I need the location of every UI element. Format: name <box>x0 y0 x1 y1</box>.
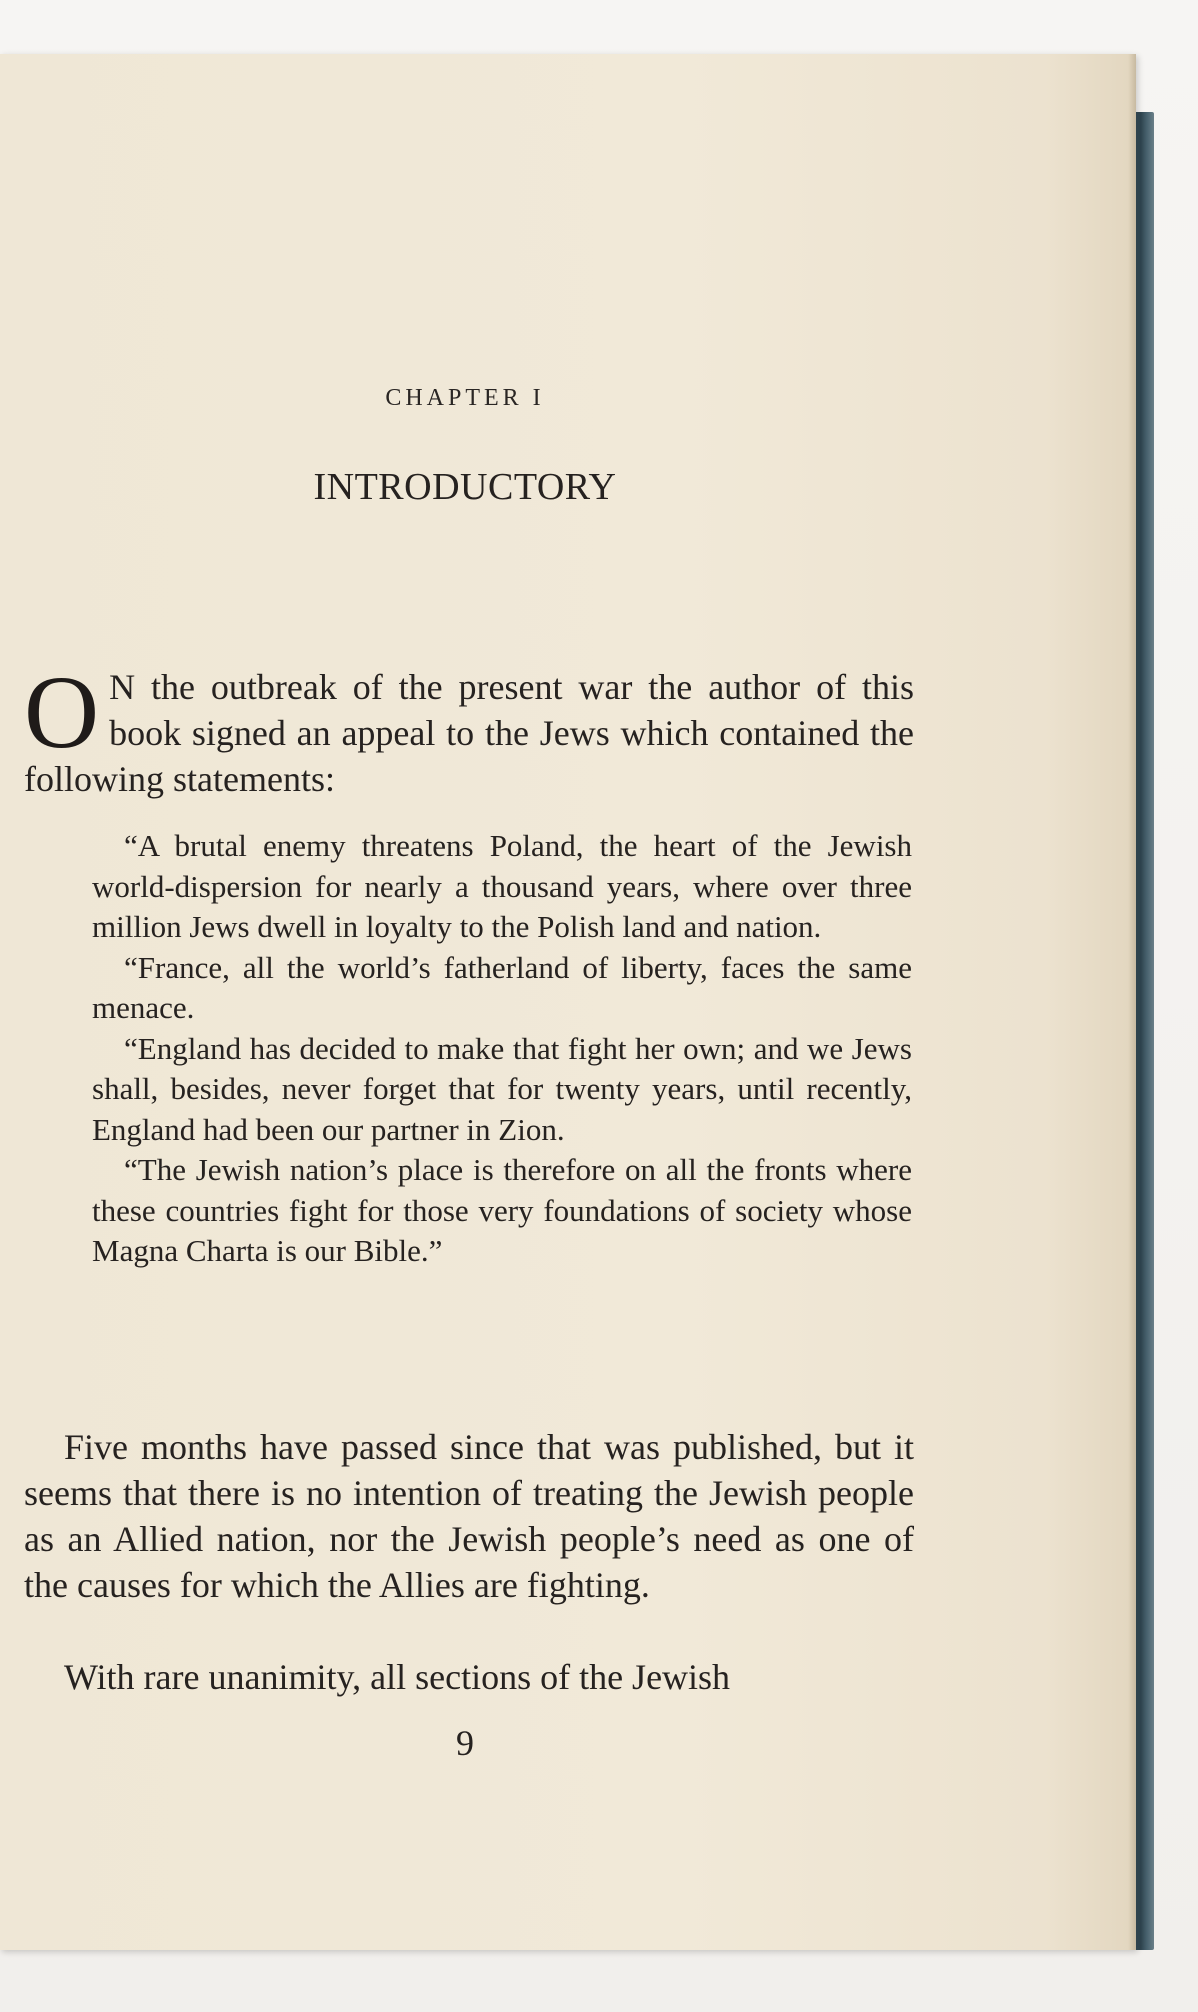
opening-paragraph <box>24 655 914 802</box>
page-fore-edge <box>1128 54 1136 1950</box>
chapter-title: INTRODUCTORY <box>313 466 617 508</box>
drop-cap-letter: O <box>24 655 100 770</box>
quote-paragraph-england: “England has decided to make that fight her own; and we Jews shall, besides, never forget that for twenty years, until recently, England had been our partner in Zion. <box>92 1030 912 1147</box>
page-number: 9 <box>456 1723 474 1763</box>
opening-paragraph-text: N the outbreak of the present war the author of this book signed an appeal to the Jews which contained the following statements: <box>24 667 914 799</box>
quote-paragraph-jewish-nation: “The Jewish nation’s place is therefore on all the fronts where these countries fight for those very foundations of society whose Magna Charta is our Bible.” <box>92 1152 912 1268</box>
book-page <box>0 54 1136 1950</box>
chapter-label: CHAPTER I <box>385 385 545 411</box>
quote-paragraph-france: “France, all the world’s fatherland of liberty, faces the same menace. <box>92 949 912 1025</box>
body-paragraph-continued: With rare unanimity, all sections of the Jewish <box>64 1657 731 1697</box>
quoted-appeal <box>92 826 912 1272</box>
quote-paragraph-poland: “A brutal enemy threatens Poland, the heart of the Jewish world-dispersion for nearly a thousand years, where over three million Jews dwell in loyalty to the Polish land and nation. <box>92 828 912 944</box>
body-paragraph: Five months have passed since that was published, but it seems that there is no intention of treating the Jewish people as an Allied nation, nor the Jewish people’s need as one of the causes for which the Allies are fighting. <box>24 1427 914 1605</box>
